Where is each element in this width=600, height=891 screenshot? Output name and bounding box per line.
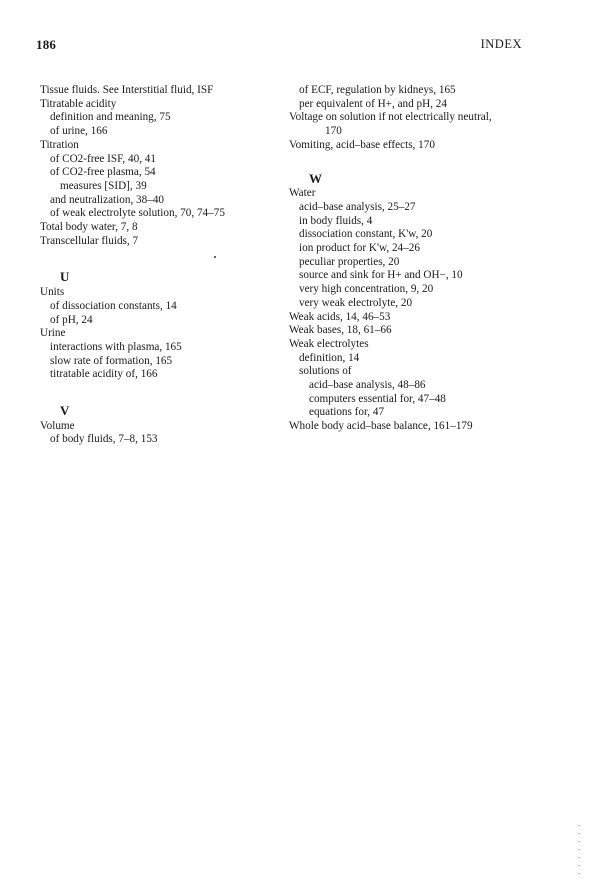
index-entry: acid–base analysis, 25–27 — [299, 200, 416, 213]
index-entry: peculiar properties, 20 — [299, 255, 400, 268]
index-entry: very weak electrolyte, 20 — [299, 296, 413, 309]
index-entry: of dissociation constants, 14 — [50, 299, 177, 312]
entry-group-v — [40, 420, 278, 447]
index-entry: definition and meaning, 75 — [50, 111, 171, 124]
entry-group-v-cont — [289, 84, 539, 153]
index-entry: dissociation constant, K'w, 20 — [299, 228, 433, 241]
index-entry: interactions with plasma, 165 — [50, 340, 182, 353]
index-entry: per equivalent of H+, and pH, 24 — [299, 97, 447, 110]
section-letter-w: W — [309, 170, 322, 186]
index-entry: Water — [289, 187, 316, 200]
running-head: INDEX — [480, 37, 522, 51]
index-entry: acid–base analysis, 48–86 — [309, 379, 426, 392]
index-entry: computers essential for, 47–48 — [309, 392, 446, 405]
index-entry: of ECF, regulation by kidneys, 165 — [299, 84, 456, 96]
index-entry: of CO2-free plasma, 54 — [50, 166, 156, 179]
index-column-right — [289, 84, 539, 434]
index-entry: of CO2-free ISF, 40, 41 — [50, 152, 156, 165]
index-entry: of weak electrolyte solution, 70, 74–75 — [50, 207, 225, 220]
index-entry: Titratable acidity — [40, 97, 117, 110]
index-entry: Titration — [40, 138, 79, 151]
index-entry: solutions of — [299, 365, 352, 378]
index-entry: 170 — [325, 125, 342, 138]
index-entry: ion product for K'w, 24–26 — [299, 242, 420, 255]
index-entry: Weak bases, 18, 61–66 — [289, 324, 392, 337]
index-entry: measures [SID], 39 — [60, 179, 147, 192]
index-entry: titratable acidity of, 166 — [50, 368, 158, 381]
page-number: 186 — [36, 37, 57, 52]
index-entry: Total body water, 7, 8 — [40, 221, 138, 234]
index-entry: Urine — [40, 327, 66, 340]
index-entry: Units — [40, 286, 65, 299]
index-entry: Weak acids, 14, 46–53 — [289, 310, 391, 323]
section-letter-v: V — [60, 403, 70, 419]
index-entry: slow rate of formation, 165 — [50, 354, 173, 367]
index-entry: Whole body acid–base balance, 161–179 — [289, 420, 473, 433]
entry-group-u — [40, 286, 278, 382]
index-entry: definition, 14 — [299, 351, 360, 364]
index-entry: of body fluids, 7–8, 153 — [50, 433, 158, 446]
index-entry: Voltage on solution if not electrically neutral, — [289, 111, 492, 124]
index-entry: Weak electrolytes — [289, 337, 369, 350]
index-entry: of urine, 166 — [50, 125, 108, 138]
stray-dot — [214, 256, 216, 258]
index-entry: equations for, 47 — [309, 406, 385, 419]
index-entry: source and sink for H+ and OH−, 10 — [299, 269, 463, 282]
index-column-left — [40, 84, 278, 447]
index-entry: very high concentration, 9, 20 — [299, 283, 434, 296]
index-entry: Tissue fluids. See Interstitial fluid, ISF — [40, 84, 214, 96]
index-entry: in body fluids, 4 — [299, 214, 373, 227]
section-letter-u: U — [60, 269, 70, 285]
index-entry: Vomiting, acid–base effects, 170 — [289, 138, 435, 151]
entry-group-w — [289, 187, 539, 434]
margin-marks — [578, 825, 580, 875]
index-entry: Volume — [40, 419, 75, 432]
index-entry: Transcellular fluids, 7 — [40, 234, 139, 247]
index-entry: of pH, 24 — [50, 313, 93, 326]
entry-group-t — [40, 84, 278, 248]
index-entry: and neutralization, 38–40 — [50, 193, 165, 206]
